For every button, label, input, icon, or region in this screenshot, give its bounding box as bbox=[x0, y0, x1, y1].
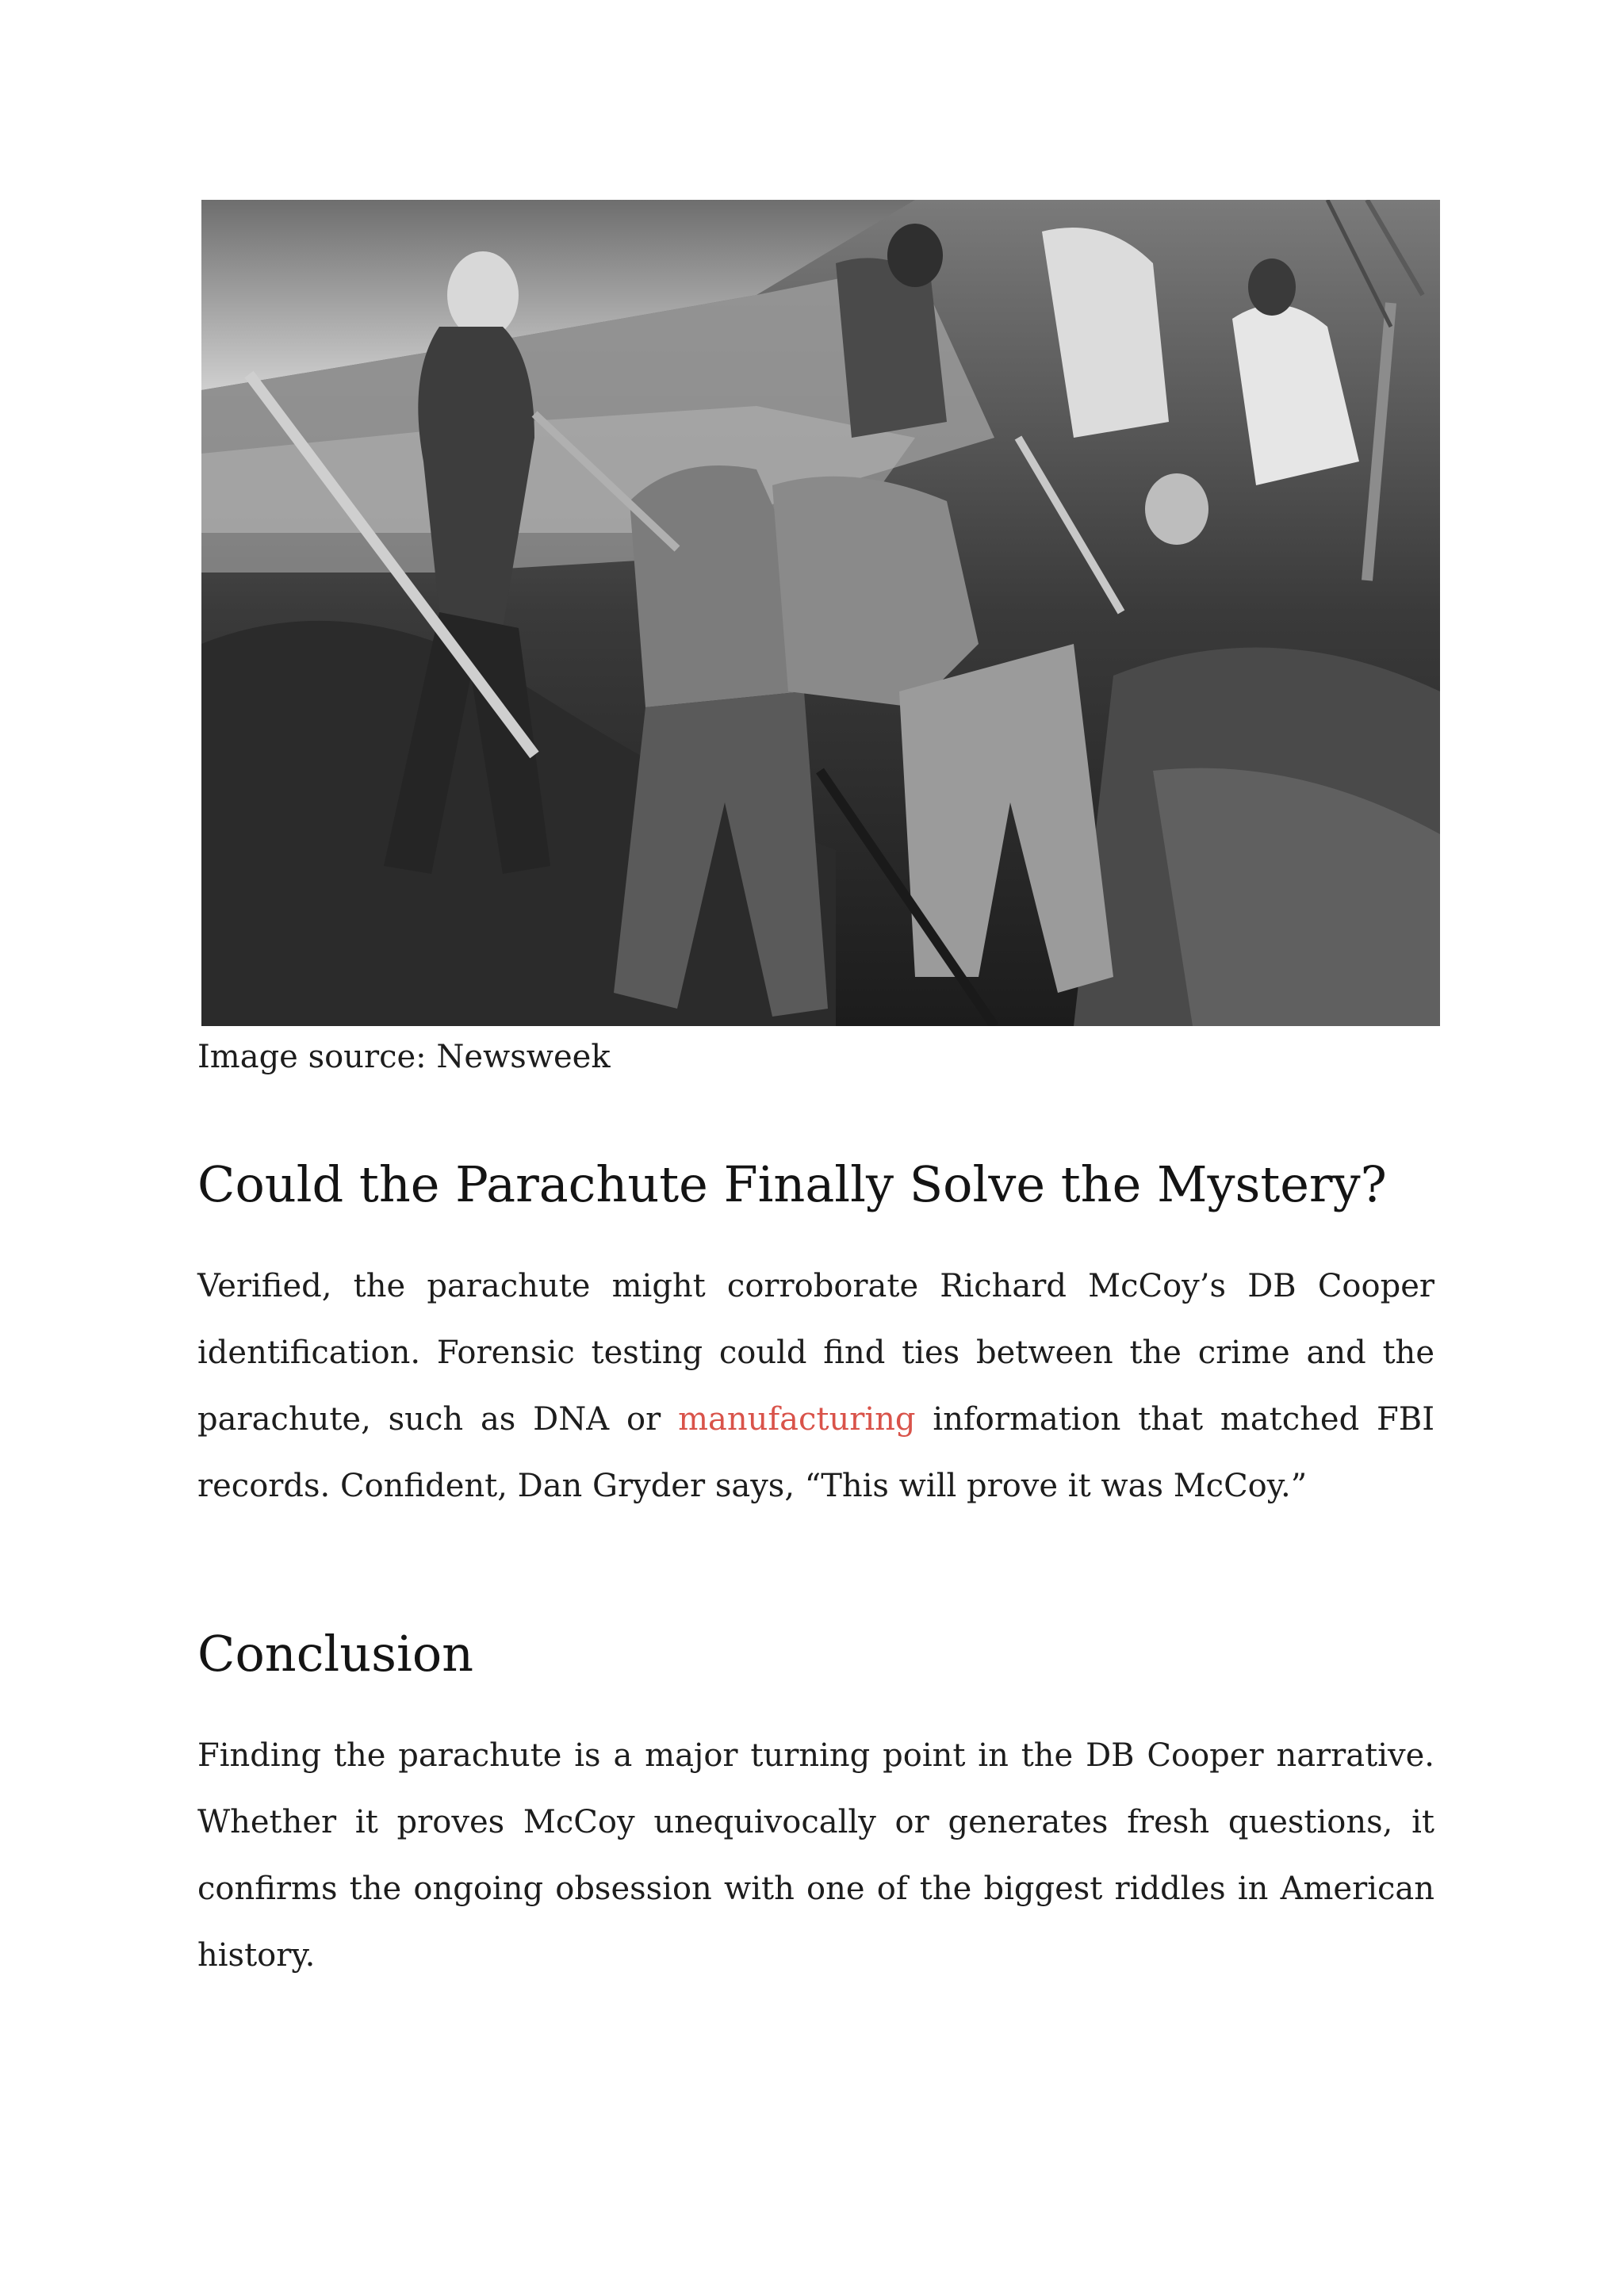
paragraph-text-before-link: Verified, the parachute might corroborate Richard McCoy’s DB Cooper identification. Forensic testing could find ties between the crime and the parachute, such as DNA or bbox=[197, 1268, 1434, 1438]
mystery-paragraph bbox=[197, 1253, 1434, 1519]
manufacturing-link[interactable]: manufacturing bbox=[678, 1401, 916, 1438]
image-caption: Image source: Newsweek bbox=[197, 1039, 611, 1075]
conclusion-paragraph: Finding the parachute is a major turning point in the DB Cooper narrative. Whether it proves McCoy unequivocally or generates fresh questions, it confirms the ongoing obsession with one of the biggest riddles in American history. bbox=[197, 1737, 1434, 1974]
digging-photo bbox=[201, 200, 1440, 1026]
section-heading-mystery: Could the Parachute Finally Solve the Mystery? bbox=[197, 1155, 1387, 1213]
section-heading-conclusion: Conclusion bbox=[197, 1625, 474, 1683]
article bbox=[197, 200, 1434, 1989]
article-figure bbox=[197, 200, 1434, 1077]
paragraph-text-after-link: information that matched FBI records. Confident, Dan Gryder says, “This will prove it was McCoy.” bbox=[197, 1401, 1434, 1504]
